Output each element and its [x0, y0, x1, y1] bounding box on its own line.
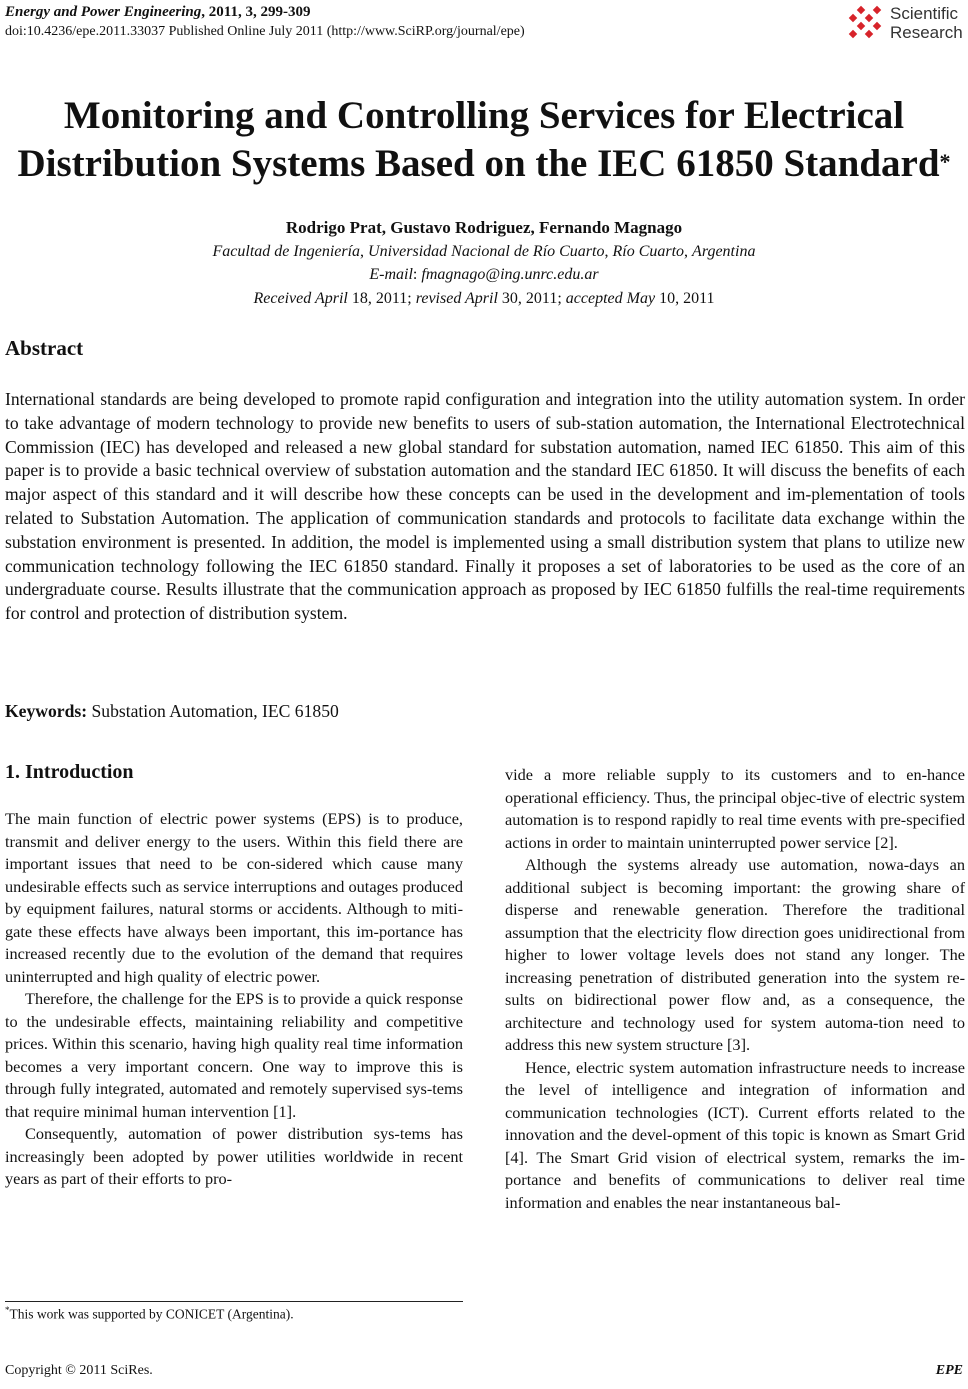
email-address[interactable]: fmagnago@ing.unrc.edu.ar	[421, 266, 599, 283]
author-list: Rodrigo Prat, Gustavo Rodriguez, Fernando Magnago	[285, 218, 683, 237]
paragraph: The main function of electric power systems (EPS) is to produce, transmit and deliver energy to the users. Within this field there are important issues that need to be con-sidered which cause many undesirable effects such as service interruptions and outages produced by equipment failures, natural storms or accidents. Although to miti-gate these effects have always been important, this im-portance has increased recently due to the evolution of the demand that requires uninterrupted and high quality of electric power.	[5, 809, 463, 986]
left-column	[5, 808, 463, 1191]
right-column	[505, 764, 965, 1214]
publisher-name: Scientific Research	[890, 4, 963, 42]
doi-line: doi:10.4236/epe.2011.33037 Published Online July 2011 (http://www.SciRP.org/journal/epe)	[5, 24, 525, 39]
paragraph: Hence, electric system automation infrastructure needs to increase the level of intelligence and integration of information and communication technologies (ICT). Current efforts related to the innovation and the devel-opment of this topic is known as Smart Grid [4]. The Smart Grid vision of electrical system, remarks the im-portance and benefits of communications to deliver real time information and enables the near instantaneous bal-	[505, 1057, 965, 1212]
paragraph: Consequently, automation of power distribution sys-tems has increasingly been adopted by power utilities worldwide in recent years as part of their efforts to pro-	[5, 1124, 463, 1188]
title-line-1: Monitoring and Controlling Services for Electrical	[63, 94, 905, 137]
keywords-label: Keywords:	[5, 701, 88, 721]
footnote-divider	[5, 1301, 463, 1302]
publisher-logo	[846, 2, 968, 48]
journal-name: Energy and Power Engineering	[5, 4, 202, 20]
title-line-2: Distribution Systems Based on the IEC 61850 Standard*	[17, 142, 951, 185]
email-line: E-mail: fmagnago@ing.unrc.edu.ar	[369, 266, 599, 283]
section-heading-introduction: 1. Introduction	[5, 761, 134, 783]
journal-volume: , 2011, 3, 299-309	[201, 4, 311, 20]
abstract-body: International standards are being developed to promote rapid configuration and integration into the utility automation system. In order to take advantage of modern technology to provide new benefits to users of sub-station automation, the International Electrotechnical Commission (IEC) has developed and released a new global standard for substation automation, named IEC 61850. This aim of this paper is to provide a basic technical overview of substation automation and the standard IEC 61850. It will discuss the benefits of each major aspect of this standard and it will describe how these concepts can be used in the development and im-plementation of tools related to Substation Automation. The application of communication standards and protocols to facilitate data exchange within the substation environment is presented. In addition, the model is implemented using a small distribution system that plans to utilize new communication technology following the IEC 61850 standard. Finally it proposes a set of laboratories to be used as the core of an undergraduate course. Results illustrate that the communication approach as proposed by IEC 61850 fulfills the real-time requirements for control and protection of distribution system.	[5, 389, 965, 624]
title-footnote-marker: *	[939, 149, 951, 174]
keywords-line	[5, 701, 339, 722]
dates-line: Received April 18, 2011; revised April 30, 2011; accepted May 10, 2011	[253, 290, 715, 307]
abstract-heading: Abstract	[5, 336, 84, 360]
journal-abbreviation: EPE	[935, 1363, 963, 1378]
footnote: *This work was supported by CONICET (Argentina).	[5, 1305, 294, 1322]
paragraph: Although the systems already use automation, nowa-days an additional subject is becoming important: the growing share of disperse and renewable generation. Therefore the traditional assumption that the electricity flow direction goes unidirectional from higher to lower voltage levels does not stand any longer. The increasing penetration of distributed generation into the system re-sults on bidirectional power flow and, as a consequence, the architecture and technology used for system automa-tion need to address this new system structure [3].	[505, 855, 965, 1054]
scientific-research-logo-icon	[846, 2, 888, 44]
copyright-notice: Copyright © 2011 SciRes.	[5, 1363, 153, 1378]
keywords-value: Substation Automation, IEC 61850	[87, 701, 339, 721]
affiliation: Facultad de Ingeniería, Universidad Nacional de Río Cuarto, Río Cuarto, Argentina	[212, 243, 756, 260]
paragraph: Therefore, the challenge for the EPS is to provide a quick response to the undesirable effects, maintaining reliability and competitive prices. Within this scenario, having high quality real time information becomes a very important concern. One way to improve this is through fully integrated, automated and remotely supervised sys-tems that require minimal human intervention [1].	[5, 989, 463, 1121]
journal-citation	[5, 2, 310, 22]
paper-title	[0, 92, 968, 188]
paragraph: vide a more reliable supply to its customers and to en-hance operational efficiency. Thus, the principal objec-tive of electric system automation is to respond rapidly to real time events with pre-specified actions in order to maintain uninterrupted power service [2].	[505, 765, 965, 852]
